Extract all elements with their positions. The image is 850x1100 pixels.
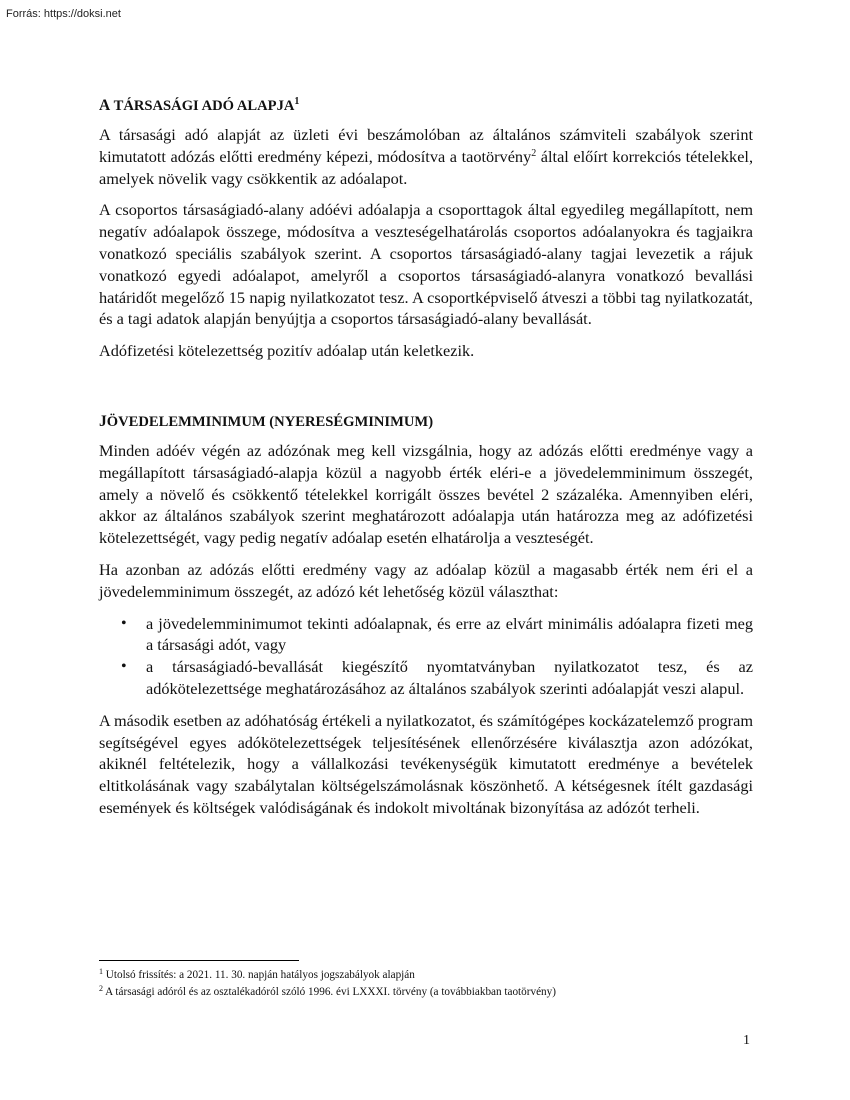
section-title-jovedelemminimum: [99, 412, 753, 432]
footnote-2: [99, 984, 753, 1001]
footnote-number: 2: [99, 984, 103, 993]
paragraph: Minden adóév végén az adózónak meg kell vizsgálnia, hogy az adózás előtti eredménye vagy a megállapított társaságiadó-alapja közül a nagyobb érték eléri-e a jövedelemminimum összegét, amely a növelő és csökkentő tételekkel korrigált összes bevétel 2 százaléka. Amennyiben eléri, akkor az általános szabályok szerint meghatározott adóalapja után határozza meg az adófizetési kötelezettségét, vagy pedig negatív adóalap esetén elhatárolja a veszteségét.: [99, 440, 753, 548]
source-label: Forrás: https://doksi.net: [6, 8, 121, 20]
footnote-1: [99, 967, 753, 984]
footnote-divider: [99, 960, 299, 961]
document-body: [99, 96, 753, 829]
bullet-list: [99, 613, 753, 700]
paragraph: A csoportos társaságiadó-alany adóévi adóalapja a csoporttagok által egyedileg megállapított, nem negatív adóalapok összege, módosítva a veszteségelhatárolás csoportos adóalanyokra és tagjaikra vonatkozó speciális szabályok szerint. A csoportos társaságiadó-alany tagjai levezetik a rájuk vonatkozó egyedi adóalapot, amelyről a csoportos társaságiadó-alanyra vonatkozó bevallási határidőt megelőző 15 napig nyilatkozatot tesz. A csoportképviselő átveszi a többi tag nyilatkozatát, és a tagi adatok alapján benyújtja a csoportos társaságiadó-alany bevallását.: [99, 200, 753, 329]
section-title-tarsasagi-ado-alapja: [99, 96, 753, 116]
paragraph-text: A társasági adó alapját az üzleti évi beszámolóban az általános számviteli szabályok szerint kimutatott adózás előtti eredmény képezi, módosítva a taotörvény: [99, 125, 753, 166]
title-initial: J: [99, 412, 107, 430]
title-rest: ÖVEDELEMMINIMUM (NYERESÉGMINIMUM): [106, 413, 434, 430]
title-rest: TÁRSASÁGI ADÓ ALAPJA: [110, 98, 295, 114]
section-spacer: [99, 372, 753, 412]
footnote-ref-2[interactable]: 2: [531, 147, 537, 159]
paragraph: A második esetben az adóhatóság értékeli a nyilatkozatot, és számítógépes kockázatelemző program segítségével egyes adókötelezettségek teljesítésének ellenőrzésére kiválasztja azon adózókat, akiknél feltételezik, hogy a vállalkozási tevékenységük kimutatott eredménye a bevételek eltitkolásának vagy szabálytalan költségelszámolásnak köszönhető. A kétségesnek ítélt gazdasági események és költségek valódiságának és indokolt mivoltának bizonyítása az adózót terheli.: [99, 710, 753, 817]
footnote-number: 1: [99, 967, 103, 976]
footnote-text: Utolsó frissítés: a 2021. 11. 30. napján hatályos jogszabályok alapján: [103, 969, 415, 981]
paragraph-text: által előírt korrekciós tételekkel, amelyek növelik vagy csökkentik az adóalapot.: [99, 146, 754, 188]
paragraph: Adófizetési kötelezettség pozitív adóalap után keletkezik.: [99, 341, 475, 361]
page-number: 1: [743, 1033, 750, 1048]
footnote-ref-1[interactable]: 1: [294, 96, 300, 107]
title-initial: A: [99, 97, 111, 114]
footnotes: [99, 967, 753, 1001]
paragraph: [99, 124, 753, 189]
list-item: • a jövedelemminimumot tekinti adóalapnak, és erre az elvárt minimális adóalapra fizeti meg a társasági adót, vagy: [146, 613, 753, 657]
paragraph: Ha azonban az adózás előtti eredmény vagy az adóalap közül a magasabb érték nem éri el a jövedelemminimum összegét, az adózó két lehetőség közül választhat:: [99, 559, 753, 601]
list-item: • a társaságiadó-bevallását kiegészítő nyomtatványban nyilatkozatot tesz, és az adókötelezettsége meghatározásához az általános szabályok szerinti adóalapját veszi alapul.: [146, 656, 753, 700]
footnote-text: A társasági adóról és az osztalékadóról szóló 1996. évi LXXXI. törvény (a továbbiakban taotörvény): [103, 986, 556, 998]
